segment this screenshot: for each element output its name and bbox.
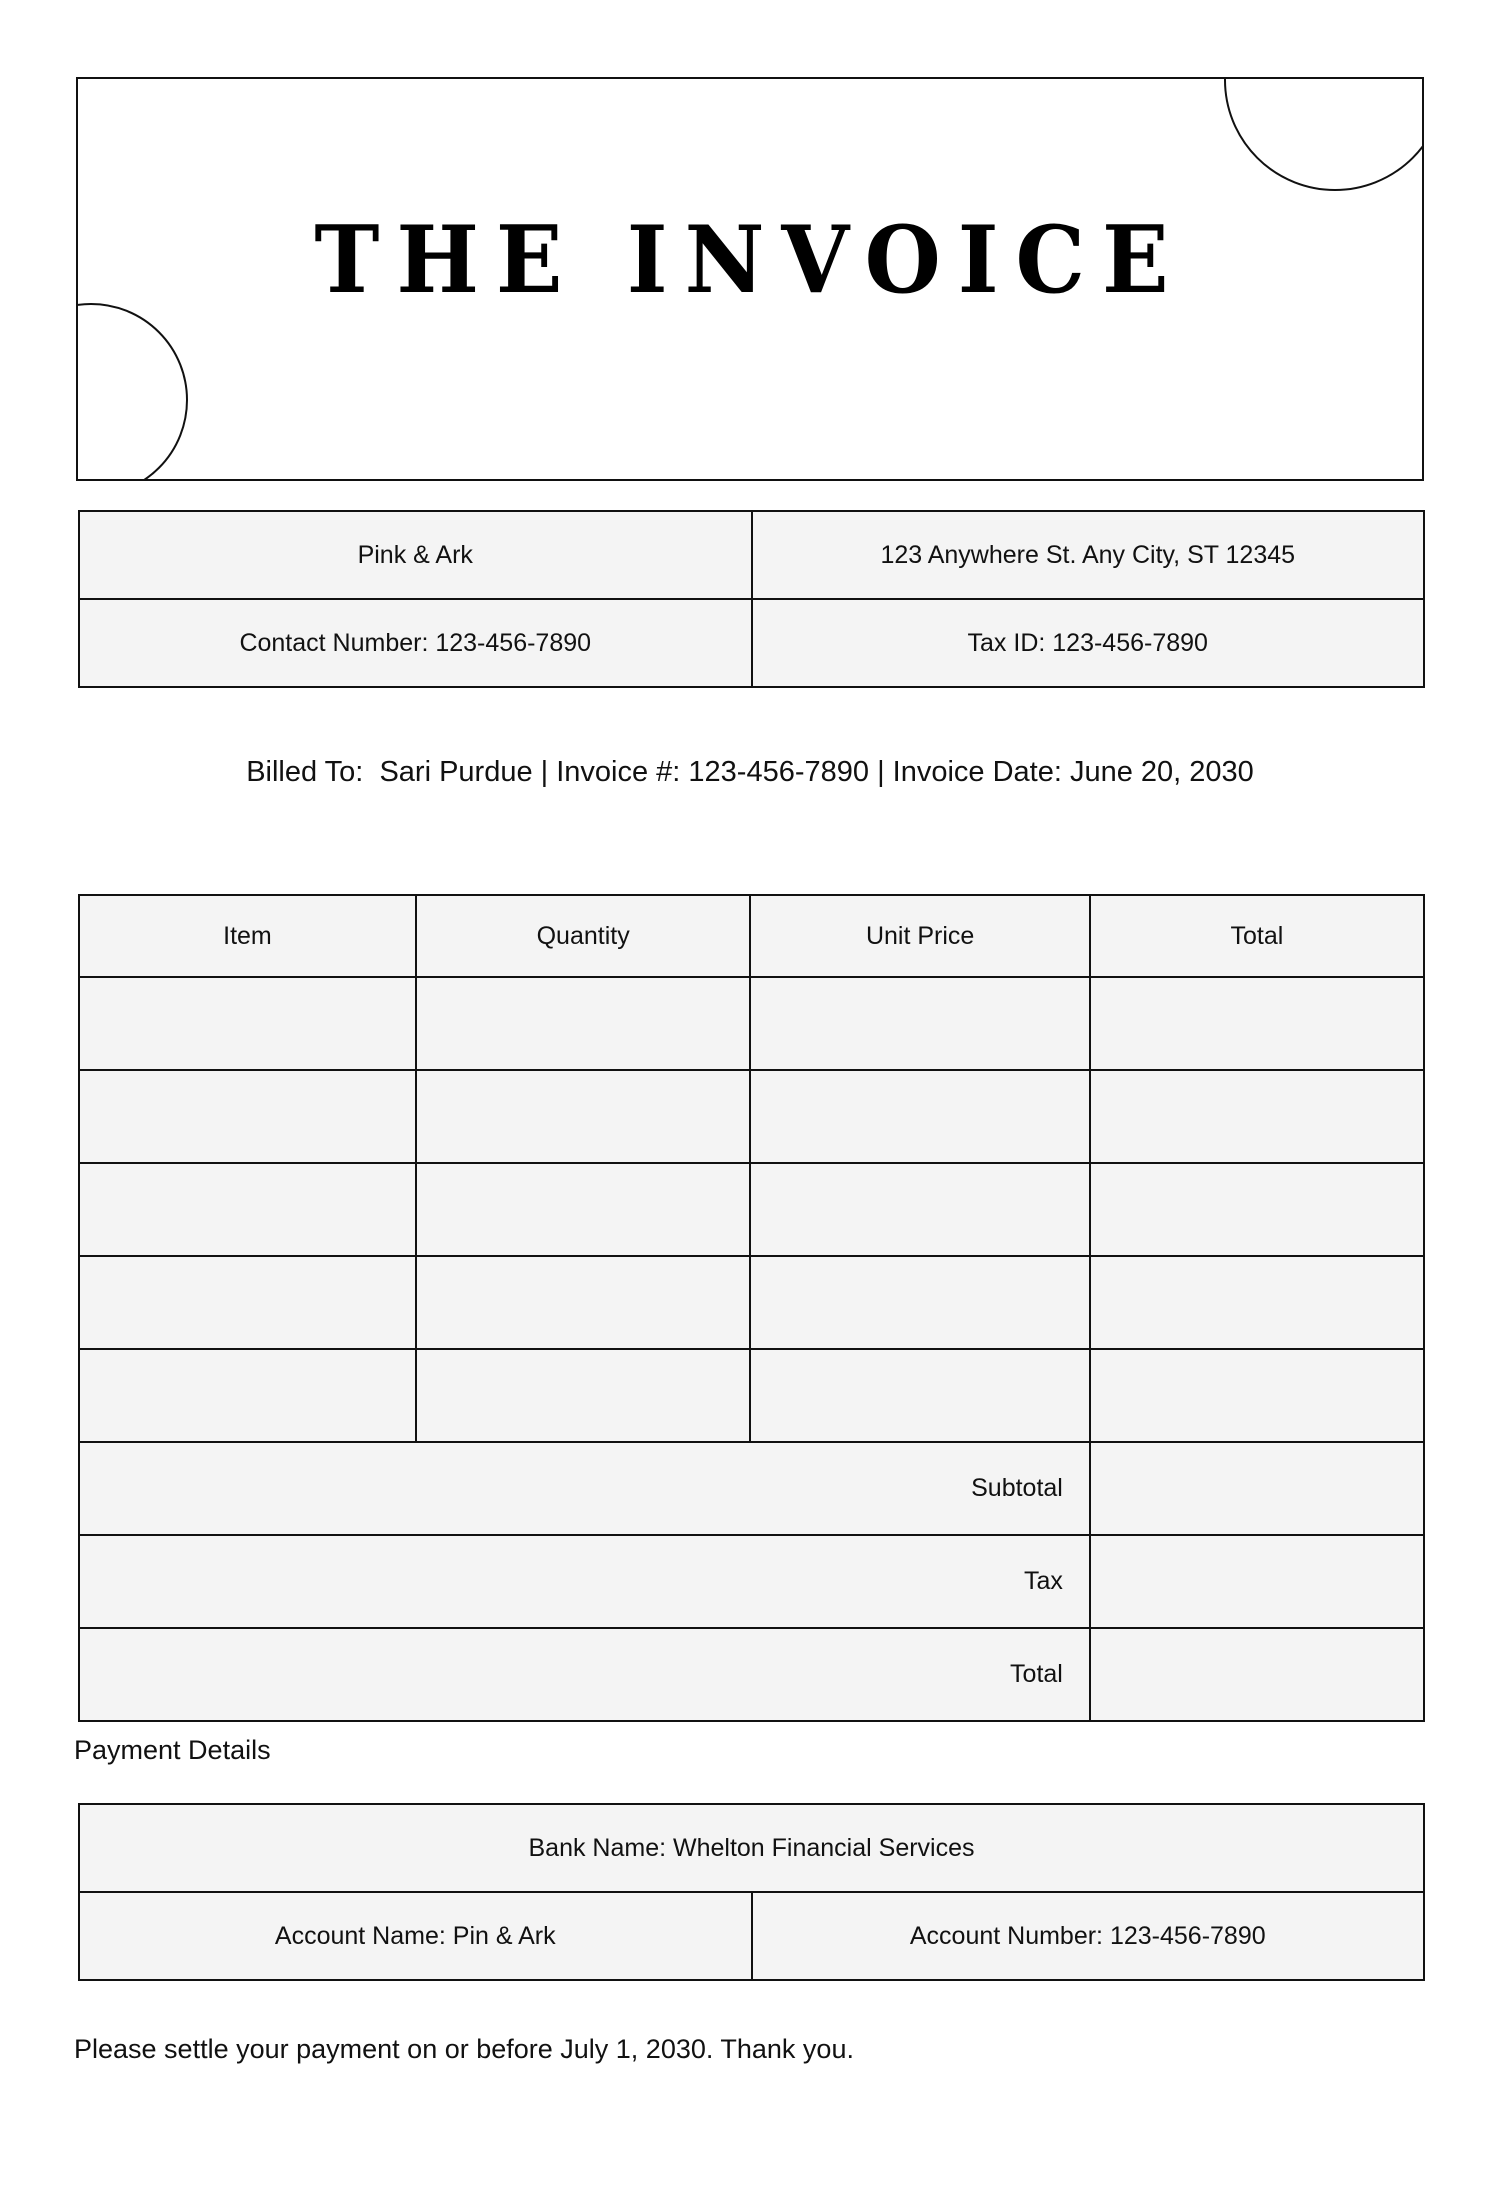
payment-due-note: Please settle your payment on or before July 1, 2030. Thank you. [74, 2034, 854, 2064]
line-items-table [78, 894, 1425, 1722]
total-cell[interactable] [1090, 1163, 1424, 1256]
tax-value[interactable] [1090, 1535, 1424, 1628]
payment-details-heading: Payment Details [74, 1735, 271, 1765]
billed-to-line: Billed To: Sari Purdue | Invoice #: 123-456-7890 | Invoice Date: June 20, 2030 [246, 756, 1254, 788]
item-cell[interactable] [79, 1163, 416, 1256]
item-cell[interactable] [79, 1349, 416, 1442]
table-row [79, 977, 1424, 1070]
table-header-row [79, 895, 1424, 977]
quantity-cell[interactable] [416, 1349, 751, 1442]
column-header-total: Total [1090, 895, 1424, 977]
total-cell[interactable] [1090, 1349, 1424, 1442]
table-row [79, 1163, 1424, 1256]
company-contact-cell: Contact Number: 123-456-7890 [79, 599, 752, 687]
company-taxid-cell: Tax ID: 123-456-7890 [752, 599, 1425, 687]
table-row [79, 1256, 1424, 1349]
summary-row-subtotal [79, 1442, 1424, 1535]
subtotal-value[interactable] [1090, 1442, 1424, 1535]
table-row [79, 599, 1424, 687]
summary-row-tax [79, 1535, 1424, 1628]
table-row [79, 1070, 1424, 1163]
unit-price-cell[interactable] [750, 1070, 1089, 1163]
column-header-item: Item [79, 895, 416, 977]
table-row [79, 1804, 1424, 1892]
column-header-quantity: Quantity [416, 895, 751, 977]
payment-details-table [78, 1803, 1425, 1981]
table-row [79, 1892, 1424, 1980]
bank-name-cell: Bank Name: Whelton Financial Services [79, 1804, 1424, 1892]
grand-total-label: Total [79, 1628, 1090, 1721]
page-title: THE INVOICE [314, 205, 1186, 314]
circle-outline-top-right-icon [1224, 77, 1424, 191]
item-cell[interactable] [79, 977, 416, 1070]
unit-price-cell[interactable] [750, 1349, 1089, 1442]
quantity-cell[interactable] [416, 977, 751, 1070]
company-info-table [78, 510, 1425, 688]
circle-outline-bottom-left-icon [76, 303, 188, 481]
unit-price-cell[interactable] [750, 1163, 1089, 1256]
subtotal-label: Subtotal [79, 1442, 1090, 1535]
unit-price-cell[interactable] [750, 1256, 1089, 1349]
table-row [79, 1349, 1424, 1442]
quantity-cell[interactable] [416, 1070, 751, 1163]
item-cell[interactable] [79, 1070, 416, 1163]
total-cell[interactable] [1090, 1256, 1424, 1349]
total-cell[interactable] [1090, 1070, 1424, 1163]
unit-price-cell[interactable] [750, 977, 1089, 1070]
quantity-cell[interactable] [416, 1256, 751, 1349]
table-row [79, 511, 1424, 599]
company-name-cell: Pink & Ark [79, 511, 752, 599]
account-name-cell: Account Name: Pin & Ark [79, 1892, 752, 1980]
account-number-cell: Account Number: 123-456-7890 [752, 1892, 1425, 1980]
column-header-unit-price: Unit Price [750, 895, 1089, 977]
grand-total-value[interactable] [1090, 1628, 1424, 1721]
invoice-header-banner [76, 77, 1424, 481]
item-cell[interactable] [79, 1256, 416, 1349]
company-address-cell: 123 Anywhere St. Any City, ST 12345 [752, 511, 1425, 599]
total-cell[interactable] [1090, 977, 1424, 1070]
tax-label: Tax [79, 1535, 1090, 1628]
summary-row-total [79, 1628, 1424, 1721]
quantity-cell[interactable] [416, 1163, 751, 1256]
